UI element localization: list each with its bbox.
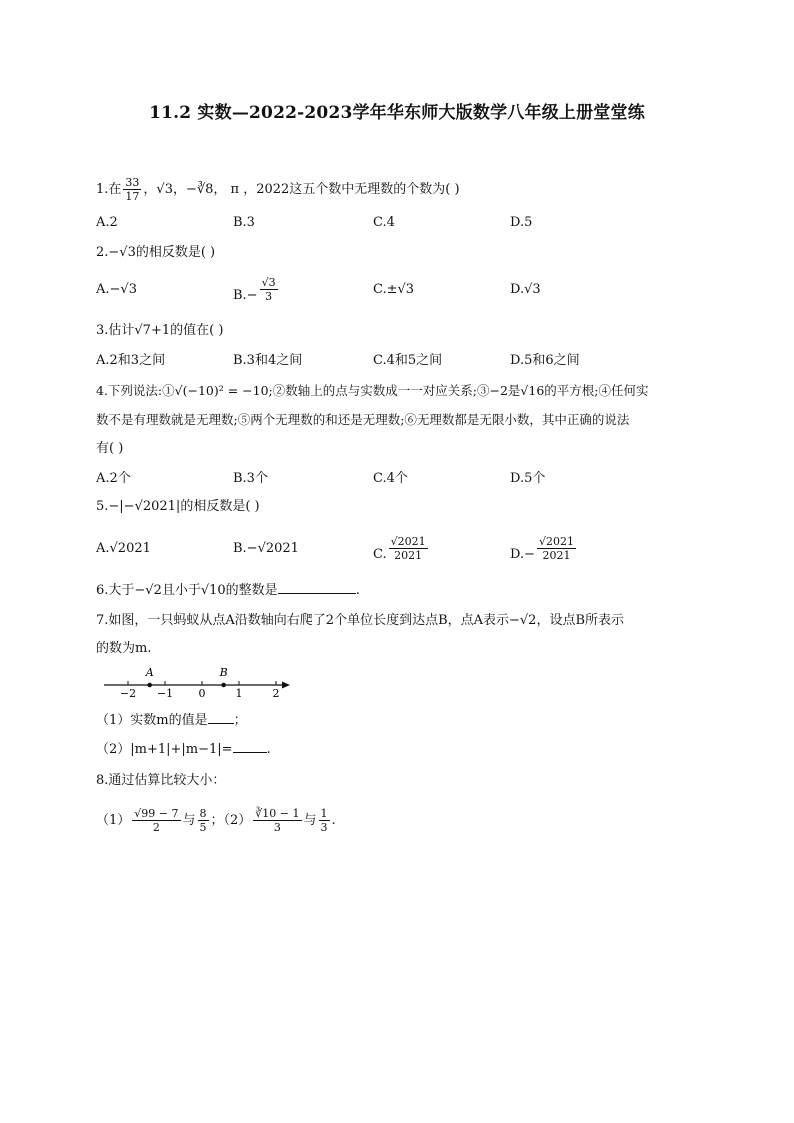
q3-option-a: A.2和3之间 bbox=[96, 353, 166, 368]
q5-option-c: C. $\frac{√2021}{2021}$ bbox=[373, 535, 426, 562]
q3-option-b: B.3和4之间 bbox=[233, 353, 303, 368]
q1-number: 1.在 bbox=[96, 182, 122, 197]
question-2: 2.−√3的相反数是( ) bbox=[96, 245, 216, 260]
q2-option-d: D.√3 bbox=[510, 282, 541, 297]
q2-b-fraction: $\frac{√3}{3}$ bbox=[261, 276, 276, 303]
q8-fraction-2: $\frac{8}{5}$ bbox=[199, 807, 207, 834]
question-4-line-1: 4.下列说法:①√(−10)² = −10;②数轴上的点与实数成一一对应关系;③−2是√16的平方根;④任何实 bbox=[96, 383, 649, 398]
q1-option-b: B.3 bbox=[233, 215, 255, 230]
point-b bbox=[221, 683, 226, 688]
q2-option-a: A.−√3 bbox=[96, 282, 137, 297]
q5-d-fraction: $\frac{√2021}{2021}$ bbox=[538, 535, 574, 562]
q7-part2-answer-blank[interactable] bbox=[233, 752, 267, 753]
q5-option-b: B.−√2021 bbox=[233, 541, 299, 556]
q1-option-c: C.4 bbox=[373, 215, 395, 230]
q5-c-fraction: $\frac{√2021}{2021}$ bbox=[390, 535, 426, 562]
tick-label: −1 bbox=[156, 687, 174, 700]
q2-option-c: C.±√3 bbox=[373, 282, 415, 297]
question-7-line-2: 的数为m. bbox=[96, 641, 152, 656]
number-line bbox=[100, 664, 300, 704]
q4-option-c: C.4个 bbox=[373, 471, 408, 486]
question-5: 5.−|−√2021|的相反数是( ) bbox=[96, 499, 260, 514]
question-4-line-3: 有( ) bbox=[96, 441, 124, 456]
question-6: 6.大于−√2且小于√10的整数是 . bbox=[96, 583, 360, 598]
q8-fraction-3: $\frac{∛10 - 1}{3}$ bbox=[255, 807, 300, 834]
question-8-parts: （1） $\frac{√99 - 7}{2}$ 与 $\frac{8}{5}$ ；（2） $\frac{∛10 - 1}{3}$ 与 $\frac{1}{3}$ . bbox=[96, 807, 336, 834]
q5-option-d: D.− $\frac{√2021}{2021}$ bbox=[510, 535, 574, 562]
q4-option-d: D.5个 bbox=[510, 471, 546, 486]
page-title: 11.2 实数—2022-2023学年华东师大版数学八年级上册堂堂练 bbox=[149, 103, 645, 123]
q6-answer-blank[interactable] bbox=[278, 593, 356, 594]
q1-option-d: D.5 bbox=[510, 215, 533, 230]
q7-part1-answer-blank[interactable] bbox=[208, 723, 234, 724]
question-8: 8.通过估算比较大小： bbox=[96, 773, 226, 788]
tick-label: 0 bbox=[198, 687, 206, 700]
q2-option-b: B.− $\frac{√3}{3}$ bbox=[233, 276, 276, 303]
question-7-part-1: （1）实数m的值是 ； bbox=[96, 713, 247, 728]
point-a-label: A bbox=[145, 666, 154, 679]
q8-fraction-4: $\frac{1}{3}$ bbox=[320, 807, 328, 834]
q5-option-a: A.√2021 bbox=[96, 541, 151, 556]
question-7-line-1: 7.如图，一只蚂蚁从点A沿数轴向右爬了2个单位长度到达点B，点A表示−√2，设点B所表示 bbox=[96, 613, 625, 628]
q4-option-a: A.2个 bbox=[96, 471, 131, 486]
question-4-line-2: 数不是有理数就是无理数;⑤两个无理数的和还是无理数;⑥无理数都是无限小数，其中正确的说法 bbox=[96, 412, 630, 427]
q1-fraction: $\frac{33}{17}$ bbox=[125, 176, 140, 203]
q1-option-a: A.2 bbox=[96, 215, 118, 230]
tick-label: 1 bbox=[235, 687, 243, 700]
tick-label: 2 bbox=[272, 687, 280, 700]
question-7-part-2: （2）|m+1|+|m−1|= . bbox=[96, 742, 271, 757]
number-line-arrow-icon bbox=[282, 682, 290, 689]
question-1 bbox=[96, 176, 460, 203]
q4-option-b: B.3个 bbox=[233, 471, 268, 486]
point-b-label: B bbox=[219, 666, 228, 679]
q3-option-c: C.4和5之间 bbox=[373, 353, 443, 368]
tick-label: −2 bbox=[119, 687, 137, 700]
q8-fraction-1: $\frac{√99 - 7}{2}$ bbox=[134, 807, 179, 834]
q1-stem-rest: ，√3，−∛8， π ，2022这五个数中无理数的个数为( ) bbox=[143, 182, 460, 197]
q3-option-d: D.5和6之间 bbox=[510, 353, 580, 368]
question-3: 3.估计√7+1的值在( ) bbox=[96, 323, 224, 338]
point-a bbox=[147, 683, 152, 688]
